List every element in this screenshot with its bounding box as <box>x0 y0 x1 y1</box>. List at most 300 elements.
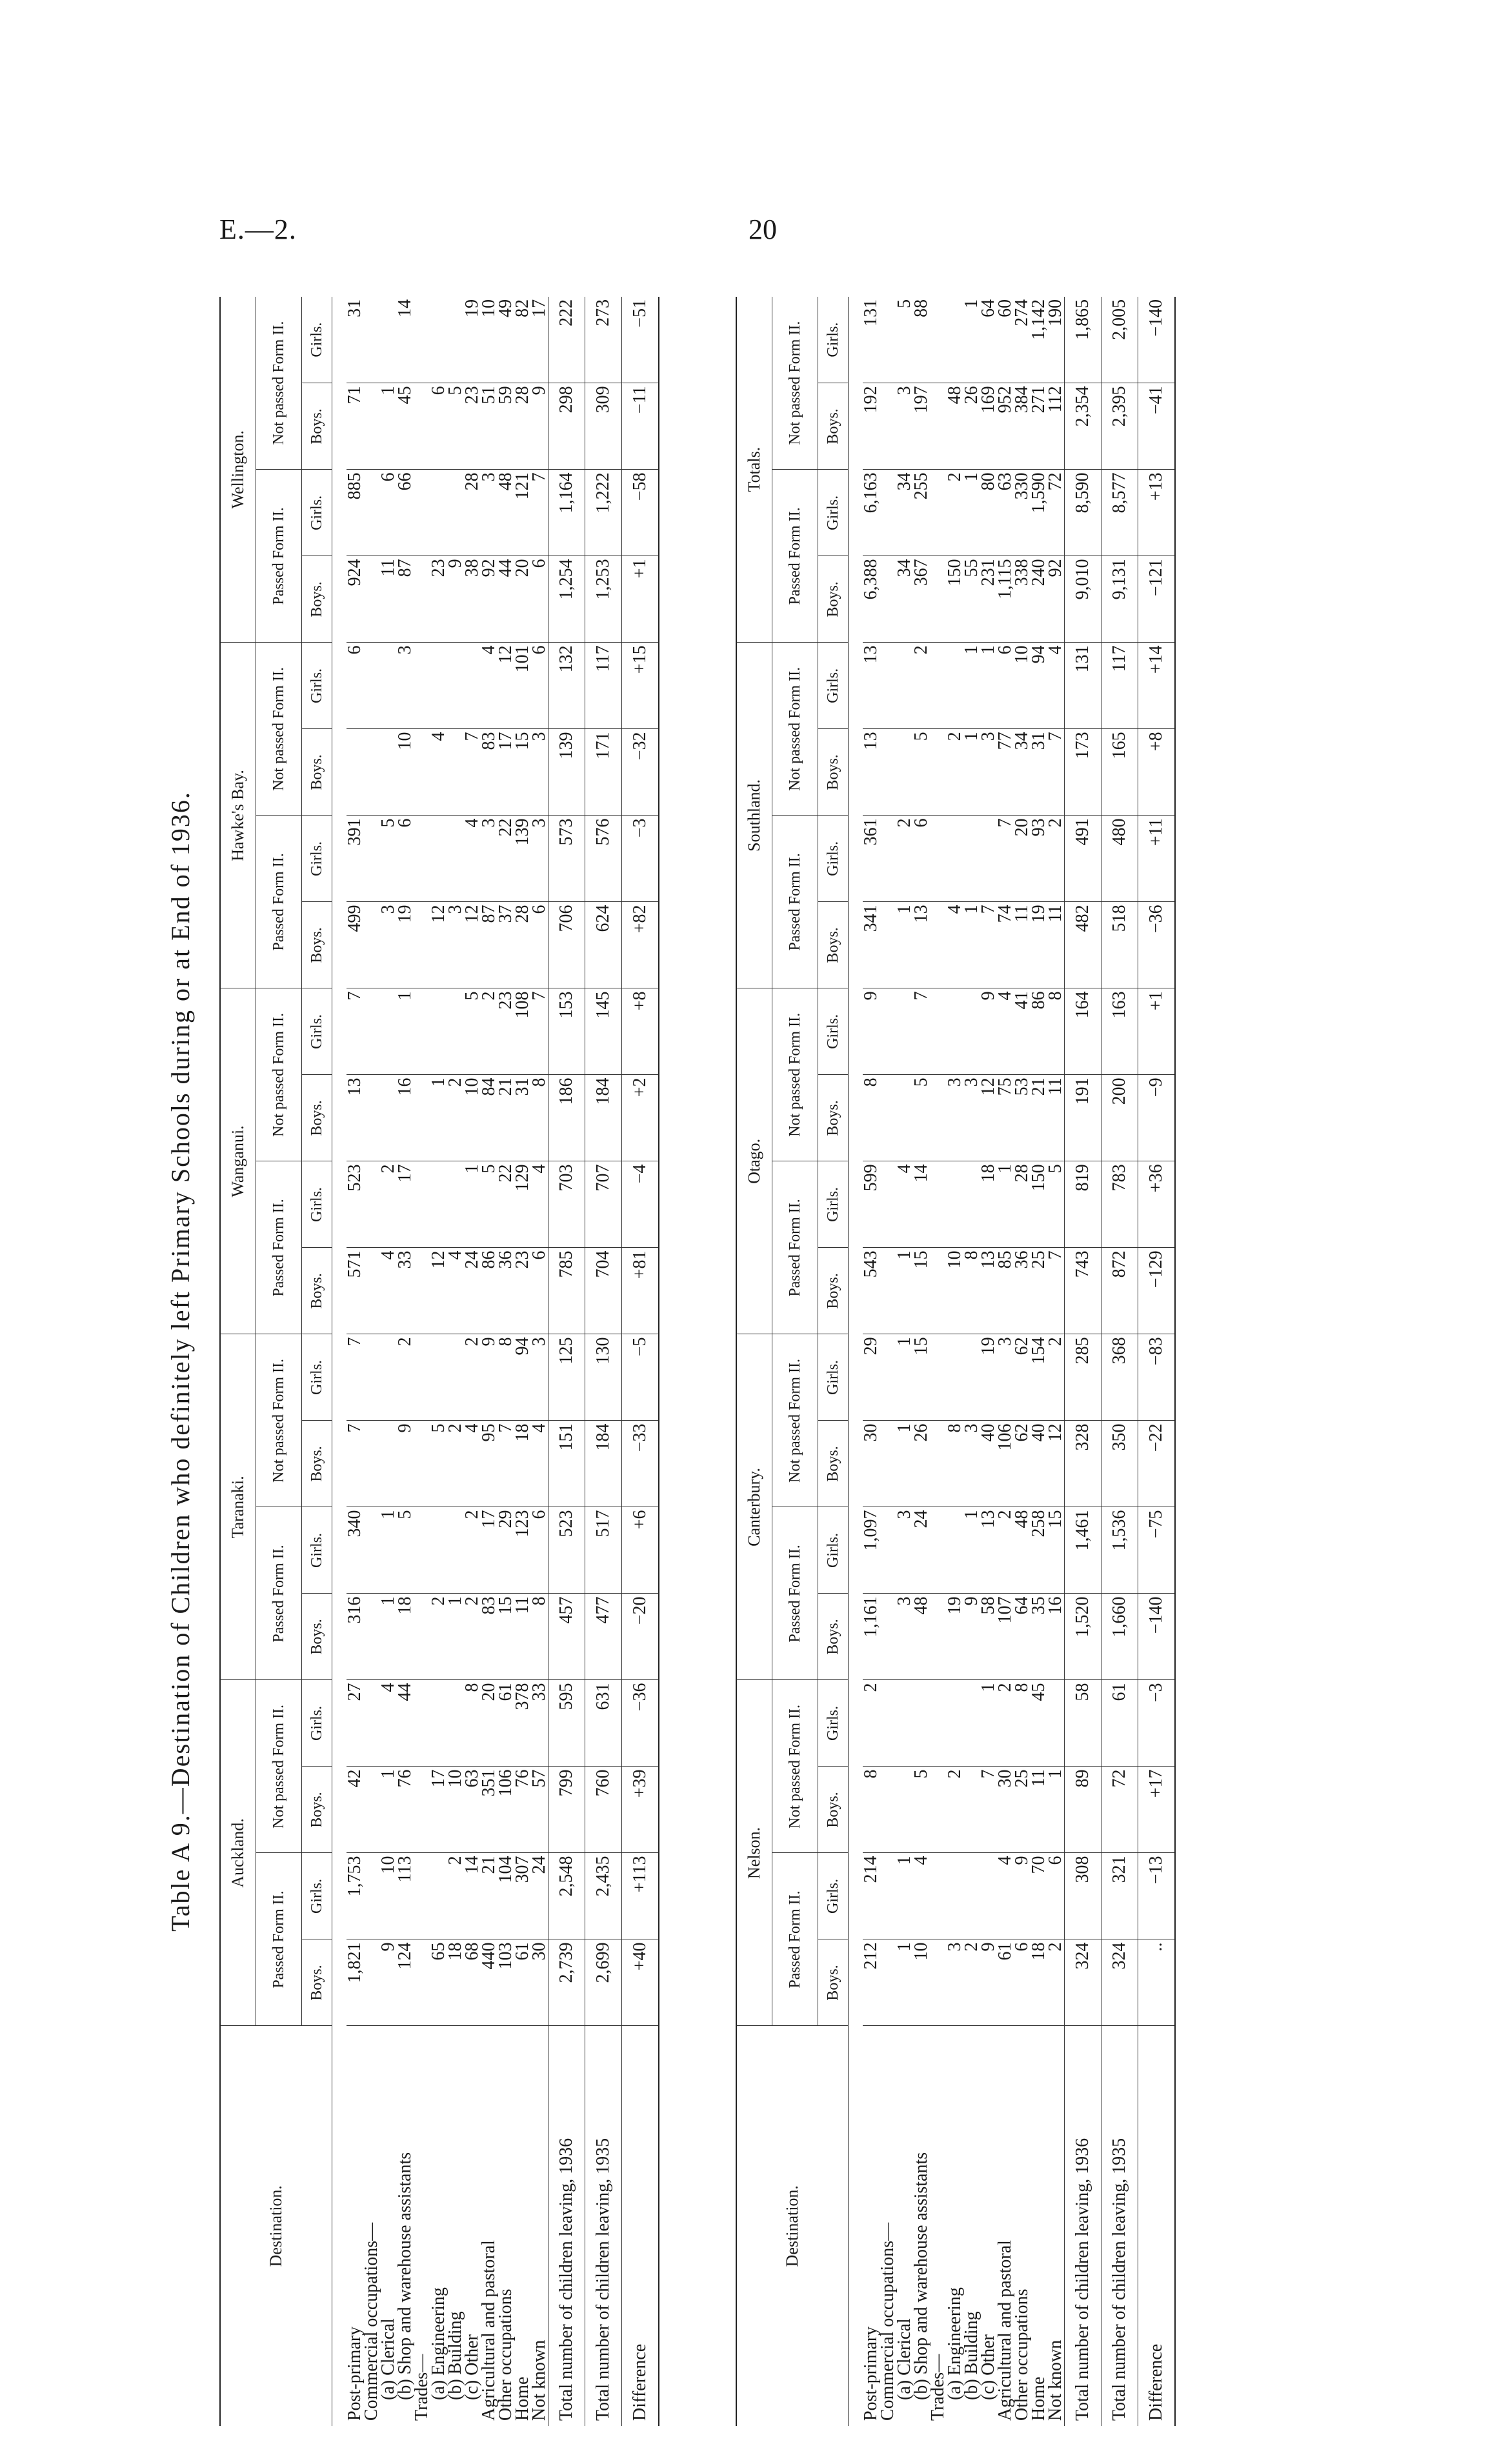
table-cell: 26 <box>963 383 980 470</box>
total-cell: −140 <box>1138 1594 1176 1680</box>
table-cell <box>380 643 397 729</box>
table-cell <box>896 1680 913 1767</box>
table-cell <box>347 729 363 816</box>
table-row <box>963 297 980 2426</box>
table-cell <box>430 1161 447 1248</box>
passed-form-ii-header: Passed Form II. <box>256 1853 302 2026</box>
table-cell: 19 <box>1031 902 1047 988</box>
table-cell: 255 <box>913 470 930 556</box>
girls-header: Girls. <box>302 643 332 729</box>
destination-label: Agricultural and pastoral <box>479 2240 499 2421</box>
table-cell: 1,753 <box>347 1853 363 1939</box>
table-cell: 11 <box>514 1594 531 1680</box>
total-cell: −4 <box>622 1161 659 1248</box>
table-cell: 72 <box>1047 470 1065 556</box>
table-cell <box>947 297 963 383</box>
table-cell: 5 <box>464 988 481 1075</box>
table-cell: 13 <box>913 902 930 988</box>
total-cell: 8,577 <box>1101 470 1138 556</box>
total-cell: −51 <box>622 297 659 383</box>
total-cell: +39 <box>622 1767 659 1853</box>
boys-header: Boys. <box>302 1767 332 1853</box>
table-cell: 36 <box>1014 1248 1031 1334</box>
table-cell: 101 <box>514 643 531 729</box>
total-cell: 9,010 <box>1065 556 1101 643</box>
table-cell: 13 <box>347 1075 363 1161</box>
boys-header: Boys. <box>302 1421 332 1507</box>
table-cell: 5 <box>913 729 930 816</box>
table-cell: 6 <box>531 556 548 643</box>
table-cell: 10 <box>447 1767 464 1853</box>
table-cell: 83 <box>481 1594 498 1680</box>
total-cell: 8,590 <box>1065 470 1101 556</box>
table-cell: 11 <box>1014 902 1031 988</box>
total-cell: −11 <box>622 383 659 470</box>
table-cell <box>880 1507 896 1594</box>
total-cell: +17 <box>1138 1767 1176 1853</box>
total-cell: 130 <box>585 1334 622 1421</box>
table-cell: 2 <box>947 470 963 556</box>
table-cell: 9 <box>447 556 464 643</box>
table-cell <box>414 1075 430 1161</box>
destination-label: Post-primary <box>345 2326 365 2421</box>
table-cell: 57 <box>531 1767 548 1853</box>
table-cell: 28 <box>514 383 531 470</box>
table-cell: 1,097 <box>863 1507 880 1594</box>
region-header: Wanganui. <box>220 988 256 1334</box>
girls-header: Girls. <box>302 1507 332 1594</box>
total-cell: 573 <box>548 816 585 902</box>
table-cell <box>363 988 380 1075</box>
table-cell <box>880 297 896 383</box>
total-cell: 576 <box>585 816 622 902</box>
total-cell: +40 <box>622 1939 659 2026</box>
table-cell <box>414 1334 430 1421</box>
total-cell: 164 <box>1065 988 1101 1075</box>
table-cell: 112 <box>1047 383 1065 470</box>
table-row <box>447 297 464 2426</box>
table-cell <box>963 816 980 902</box>
table-cell: 4 <box>913 1853 930 1939</box>
table-cell: 2 <box>464 1594 481 1680</box>
total-cell: 2,395 <box>1101 383 1138 470</box>
destination-label: (a) Engineering <box>428 2287 448 2400</box>
table-cell: 7 <box>531 988 548 1075</box>
total-cell: 707 <box>585 1161 622 1248</box>
total-cell: −140 <box>1138 297 1176 383</box>
table-cell: 10 <box>947 1248 963 1334</box>
table-cell: 20 <box>1014 816 1031 902</box>
table-cell: 139 <box>514 816 531 902</box>
table-cell: 11 <box>380 556 397 643</box>
table-cell <box>363 1161 380 1248</box>
table-cell: 7 <box>347 1334 363 1421</box>
table-cell: 40 <box>980 1421 997 1507</box>
table-cell: 63 <box>997 470 1014 556</box>
table-row <box>380 297 397 2426</box>
table-cell: 1 <box>896 1334 913 1421</box>
table-cell: 7 <box>347 1421 363 1507</box>
table-cell: 45 <box>1031 1680 1047 1767</box>
table-row <box>464 297 481 2426</box>
total-cell: 191 <box>1065 1075 1101 1161</box>
table-cell <box>930 297 947 383</box>
table-cell: 1 <box>1047 1767 1065 1853</box>
table-cell <box>430 816 447 902</box>
table-cell: 1 <box>896 1853 913 1939</box>
table-cell: 33 <box>397 1248 414 1334</box>
table-cell: 378 <box>514 1680 531 1767</box>
total-cell: 132 <box>548 643 585 729</box>
table-cell: 3 <box>531 816 548 902</box>
table-cell <box>880 1853 896 1939</box>
table-cell: 3 <box>997 1334 1014 1421</box>
table-cell: 24 <box>464 1248 481 1334</box>
table-cell <box>880 1334 896 1421</box>
table-cell: 1 <box>397 988 414 1075</box>
table-cell: 23 <box>430 556 447 643</box>
table-cell: 61 <box>514 1939 531 2026</box>
table-cell: 7 <box>347 988 363 1075</box>
table-cell: 1,142 <box>1031 297 1047 383</box>
not-passed-form-ii-header: Not passed Form II. <box>772 988 818 1161</box>
table-cell: 62 <box>1014 1334 1031 1421</box>
total-cell: 760 <box>585 1767 622 1853</box>
destination-label: (c) Other <box>978 2334 998 2400</box>
table-cell <box>363 1680 380 1767</box>
total-cell: 153 <box>548 988 585 1075</box>
total-cell: 480 <box>1101 816 1138 902</box>
table-cell: 6 <box>531 643 548 729</box>
difference-row <box>1138 297 1176 2426</box>
total-cell: 2,005 <box>1101 297 1138 383</box>
table-cell: 25 <box>1014 1767 1031 1853</box>
table-cell: 28 <box>1014 1161 1031 1248</box>
region-header: Taranaki. <box>220 1334 256 1680</box>
table-cell: 12 <box>430 902 447 988</box>
page-number: 20 <box>749 214 777 245</box>
passed-form-ii-header: Passed Form II. <box>256 1507 302 1680</box>
table-cell: 5 <box>1047 1161 1065 1248</box>
table-cell: 68 <box>464 1939 481 2026</box>
total-cell: 1,253 <box>585 556 622 643</box>
table-cell <box>447 1680 464 1767</box>
table-cell: 55 <box>963 556 980 643</box>
table-cell: 23 <box>464 383 481 470</box>
table-cell: 8 <box>531 1075 548 1161</box>
total-cell: 186 <box>548 1075 585 1161</box>
table-cell: 1 <box>896 902 913 988</box>
table-cell: 4 <box>380 1248 397 1334</box>
table-cell: 316 <box>347 1594 363 1680</box>
table-cell: 9 <box>963 1594 980 1680</box>
table-cell: 61 <box>498 1680 514 1767</box>
table-cell: 1 <box>980 643 997 729</box>
total-cell: 704 <box>585 1248 622 1334</box>
total-cell: 2,739 <box>548 1939 585 2026</box>
table-cell <box>380 1334 397 1421</box>
table-cell: 82 <box>514 297 531 383</box>
table-cell: 7 <box>464 729 481 816</box>
table-cell: 1,161 <box>863 1594 880 1680</box>
table-cell: 87 <box>397 556 414 643</box>
table-cell: 19 <box>980 1334 997 1421</box>
table-cell: 1 <box>963 902 980 988</box>
table-cell: 1,590 <box>1031 470 1047 556</box>
table-cell <box>363 383 380 470</box>
passed-form-ii-header: Passed Form II. <box>772 1853 818 2026</box>
boys-header: Boys. <box>302 556 332 643</box>
table-cell: 4 <box>997 1853 1014 1939</box>
table-cell: 5 <box>896 297 913 383</box>
table-cell: 16 <box>397 1075 414 1161</box>
table-cell <box>414 816 430 902</box>
table-cell: 7 <box>531 470 548 556</box>
table-cell <box>963 988 980 1075</box>
table-cell <box>363 1248 380 1334</box>
table-cell <box>380 1421 397 1507</box>
table-cell: 27 <box>347 1680 363 1767</box>
boys-header: Boys. <box>818 1767 849 1853</box>
total-cell: 89 <box>1065 1767 1101 1853</box>
table-cell: 104 <box>498 1853 514 1939</box>
table-cell: 8 <box>863 1767 880 1853</box>
total-cell: 285 <box>1065 1334 1101 1421</box>
destination-label: Other occupations <box>1012 2289 1032 2421</box>
table-cell: 231 <box>980 556 997 643</box>
table-cell: 19 <box>397 902 414 988</box>
region-header: Southland. <box>736 643 772 988</box>
girls-header: Girls. <box>818 816 849 902</box>
table-cell: 51 <box>481 383 498 470</box>
table-cell: 523 <box>347 1161 363 1248</box>
total-cell: 703 <box>548 1161 585 1248</box>
table-cell <box>896 1767 913 1853</box>
destination-label: Home <box>512 2376 532 2421</box>
table-cell <box>363 1334 380 1421</box>
table-cell: 599 <box>863 1161 880 1248</box>
table-cell <box>896 729 913 816</box>
table-cell <box>363 1421 380 1507</box>
table-cell: 76 <box>397 1767 414 1853</box>
table-cell: 1 <box>447 1594 464 1680</box>
table-cell <box>947 1161 963 1248</box>
table-cell: 41 <box>1014 988 1031 1075</box>
table-cell <box>963 1853 980 1939</box>
table-cell: 10 <box>1014 643 1031 729</box>
table-cell: 169 <box>980 383 997 470</box>
table-cell: 1 <box>963 470 980 556</box>
total-cell: +113 <box>622 1853 659 1939</box>
destination-header: Destination. <box>220 2026 332 2426</box>
table-cell: 48 <box>498 470 514 556</box>
table-row <box>531 297 548 2426</box>
table-cell: 3 <box>481 470 498 556</box>
table-cell: 3 <box>896 1594 913 1680</box>
table-cell: 12 <box>980 1075 997 1161</box>
total-cell: −22 <box>1138 1421 1176 1507</box>
table-cell: 9 <box>980 988 997 1075</box>
table-cell: 15 <box>514 729 531 816</box>
table-cell: 361 <box>863 816 880 902</box>
table-cell: 12 <box>498 643 514 729</box>
not-passed-form-ii-header: Not passed Form II. <box>256 988 302 1161</box>
table-cell: 340 <box>347 1507 363 1594</box>
table-cell: 1 <box>380 383 397 470</box>
destination-label: (b) Building <box>961 2311 981 2400</box>
destination-label: Agricultural and pastoral <box>995 2240 1015 2421</box>
table-cell <box>414 1594 430 1680</box>
total-cell: 743 <box>1065 1248 1101 1334</box>
table-cell: 64 <box>980 297 997 383</box>
table-cell <box>414 297 430 383</box>
total-cell: 2,435 <box>585 1853 622 1939</box>
total-cell: −121 <box>1138 556 1176 643</box>
table-row <box>930 297 947 2426</box>
difference-row <box>622 297 659 2426</box>
total-label: Difference <box>622 2026 659 2426</box>
table-cell <box>930 1680 947 1767</box>
table-cell <box>363 902 380 988</box>
table-cell: 53 <box>1014 1075 1031 1161</box>
table-cell <box>930 1853 947 1939</box>
destination-label: (a) Clerical <box>378 2318 398 2400</box>
table-cell <box>980 816 997 902</box>
total-cell: −129 <box>1138 1248 1176 1334</box>
destination-label: Commercial occupations— <box>361 2222 381 2421</box>
table-cell: 24 <box>531 1853 548 1939</box>
total-cell: −5 <box>622 1334 659 1421</box>
table-cell <box>880 1161 896 1248</box>
total-cell: 324 <box>1101 1939 1138 2026</box>
table-cell: 8 <box>863 1075 880 1161</box>
table-cell: 44 <box>397 1680 414 1767</box>
table-cell: 11 <box>1047 1075 1065 1161</box>
table-cell: 2 <box>947 729 963 816</box>
table-cell: 9 <box>531 383 548 470</box>
total-cell: 1,222 <box>585 470 622 556</box>
table-cell: 4 <box>464 1421 481 1507</box>
table-cell: 18 <box>1031 1939 1047 2026</box>
destination-label: (a) Engineering <box>945 2287 965 2400</box>
total-cell: 517 <box>585 1507 622 1594</box>
girls-header: Girls. <box>302 816 332 902</box>
passed-form-ii-header: Passed Form II. <box>772 1161 818 1334</box>
table-cell <box>947 1334 963 1421</box>
rotated-table <box>155 297 1239 2426</box>
not-passed-form-ii-header: Not passed Form II. <box>772 1334 818 1507</box>
table-cell <box>363 1594 380 1680</box>
table-row <box>1031 297 1047 2426</box>
table-cell: 113 <box>397 1853 414 1939</box>
table-cell <box>464 643 481 729</box>
girls-header: Girls. <box>818 1853 849 1939</box>
table-cell: 106 <box>997 1421 1014 1507</box>
total-cell: 706 <box>548 902 585 988</box>
table-cell: 3 <box>963 1421 980 1507</box>
table-cell <box>414 1680 430 1767</box>
boys-header: Boys. <box>818 1075 849 1161</box>
table-cell: 3 <box>380 902 397 988</box>
table-cell: 58 <box>980 1594 997 1680</box>
table-cell: 14 <box>397 297 414 383</box>
table-cell <box>963 1680 980 1767</box>
table-cell: 4 <box>481 643 498 729</box>
table-cell: 18 <box>447 1939 464 2026</box>
passed-form-ii-header: Passed Form II. <box>772 816 818 988</box>
table-cell <box>880 1421 896 1507</box>
total-cell: 165 <box>1101 729 1138 816</box>
table-cell: 63 <box>464 1767 481 1853</box>
table-cell: 543 <box>863 1248 880 1334</box>
table-cell: 5 <box>430 1421 447 1507</box>
table-cell <box>880 1939 896 2026</box>
table-cell <box>880 643 896 729</box>
table-cell <box>930 902 947 988</box>
total-cell: −75 <box>1138 1507 1176 1594</box>
table-cell <box>363 729 380 816</box>
table-cell: 6 <box>380 470 397 556</box>
table-cell <box>363 470 380 556</box>
total-label: Total number of children leaving, 1935 <box>1101 2026 1138 2426</box>
destination-label: Home <box>1029 2376 1049 2421</box>
table-cell <box>414 643 430 729</box>
table-row <box>514 297 531 2426</box>
table-cell <box>880 729 896 816</box>
table-cell: 9 <box>397 1421 414 1507</box>
destination-label: (b) Shop and warehouse assistants <box>911 2152 931 2400</box>
table-cell: 1 <box>464 1161 481 1248</box>
table-cell: 3 <box>947 1939 963 2026</box>
table-cell: 2 <box>997 1680 1014 1767</box>
not-passed-form-ii-header: Not passed Form II. <box>256 1680 302 1853</box>
table-cell: 2 <box>447 1853 464 1939</box>
total-cell: 117 <box>1101 643 1138 729</box>
table-cell: 10 <box>397 729 414 816</box>
total-cell: +1 <box>1138 988 1176 1075</box>
table-cell: 4 <box>997 988 1014 1075</box>
total-1936-row <box>548 297 585 2426</box>
total-cell: 321 <box>1101 1853 1138 1939</box>
total-cell: 125 <box>548 1334 585 1421</box>
total-1935-row <box>585 297 622 2426</box>
destination-label: (b) Building <box>445 2311 465 2400</box>
total-cell: 324 <box>1065 1939 1101 2026</box>
table-cell: 45 <box>397 383 414 470</box>
table-cell <box>363 1075 380 1161</box>
total-cell: 1,520 <box>1065 1594 1101 1680</box>
table-cell: 75 <box>997 1075 1014 1161</box>
table-cell <box>363 643 380 729</box>
table-cell <box>947 1507 963 1594</box>
table-cell: 24 <box>913 1507 930 1594</box>
table-cell <box>913 1680 930 1767</box>
table-cell: 6 <box>347 643 363 729</box>
table-cell: 7 <box>1047 729 1065 816</box>
boys-header: Boys. <box>818 1248 849 1334</box>
total-1935-row <box>1101 297 1138 2426</box>
table-cell: 9 <box>980 1939 997 2026</box>
total-cell: 783 <box>1101 1161 1138 1248</box>
table-cell: 6 <box>430 383 447 470</box>
table-cell <box>447 1507 464 1594</box>
table-cell: 92 <box>1047 556 1065 643</box>
table-cell <box>447 643 464 729</box>
table-cell <box>414 1421 430 1507</box>
passed-form-ii-header: Passed Form II. <box>772 470 818 643</box>
total-cell: 799 <box>548 1767 585 1853</box>
table-cell: 19 <box>947 1594 963 1680</box>
